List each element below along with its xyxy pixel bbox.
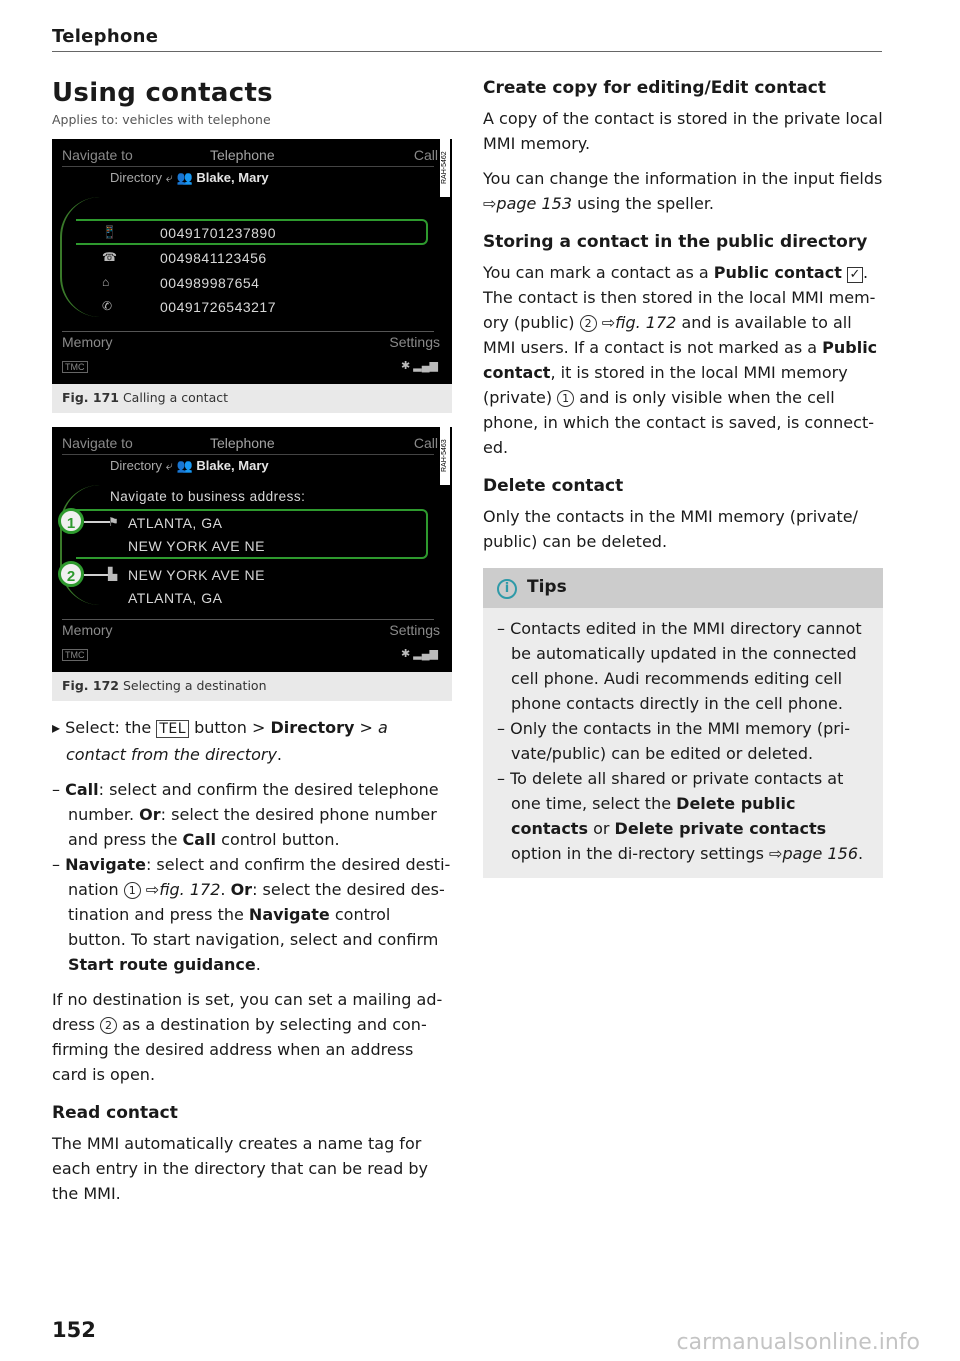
address-heading: Navigate to business address: xyxy=(110,489,306,504)
number-row: 00491701237890 xyxy=(160,225,277,241)
settings-label: Settings xyxy=(389,622,440,638)
instruction-step: ▸ Select: the TEL button > Directory > a contact from the directory. xyxy=(52,718,388,764)
left-column xyxy=(52,70,452,1206)
tips-list xyxy=(483,608,883,866)
page-title: Using contacts xyxy=(52,78,273,108)
nav-label: Navigate to xyxy=(62,435,133,451)
fig-link[interactable]: fig. 172 xyxy=(159,880,221,899)
address-1-line-1: ATLANTA, GA xyxy=(128,515,223,531)
memory-label: Memory xyxy=(62,334,113,350)
phone-work-icon: ☎ xyxy=(102,250,117,264)
paragraph: The MMI automatically creates a name tag for each entry in the directory that can be read by the MMI. xyxy=(52,1134,428,1203)
mmi-screen-171 xyxy=(52,139,452,384)
arrow-ref-icon: ⇨ xyxy=(769,844,783,863)
contact-icon: 👥 xyxy=(176,170,193,185)
section-heading: Read contact xyxy=(52,1103,178,1123)
paragraph: You can mark a contact as a Public contact ✓ . The contact is then stored in the local MMI mem-ory (public) 2 ⇨fig. 172 and is available to all MMI users. If a contact is not marked as a Public contact, it is stored in the local MMI memory (private) 1 and is only visible when the cell phone, in which the contact is saved, is connect-ed. xyxy=(483,263,878,457)
directory-breadcrumb: Directory ⤶ 👥 Blake, Mary xyxy=(110,458,269,473)
signal-icon: ✱ ▂▄▆ xyxy=(401,648,438,660)
info-icon: i xyxy=(497,579,517,599)
phone-mobile-icon: 📱 xyxy=(102,225,117,239)
figure-171 xyxy=(52,139,452,413)
list-item: – Call: select and confirm the desired telephone number. Or: select the desired phone number and press the Call control button. xyxy=(52,780,439,849)
section-title: Telephone xyxy=(52,26,159,47)
directory-breadcrumb: Directory ⤶ 👥 Blake, Mary xyxy=(110,170,269,185)
signal-icon: ✱ ▂▄▆ xyxy=(401,360,438,372)
call-label: Call xyxy=(413,147,438,163)
callout-1: 1 xyxy=(58,508,84,534)
arrow-ref-icon: ⇨ xyxy=(145,880,160,899)
watermark: carmanualsonline.info xyxy=(676,1330,920,1355)
section-heading: Create copy for editing/Edit contact xyxy=(483,78,827,98)
address-2-line-1: NEW YORK AVE NE xyxy=(128,567,265,583)
page-header xyxy=(52,26,882,52)
section-heading: Delete contact xyxy=(483,476,624,496)
figure-code: RAH-5462 xyxy=(440,139,450,197)
tel-key: TEL xyxy=(156,720,189,738)
number-row: 00491726543217 xyxy=(160,299,277,315)
applies-note: Applies to: vehicles with telephone xyxy=(52,112,271,127)
page-link[interactable]: page 156 xyxy=(782,844,859,863)
arrow-ref-icon: ⇨ xyxy=(601,313,616,332)
number-row: 004989987654 xyxy=(160,275,260,291)
address-1-line-2: NEW YORK AVE NE xyxy=(128,538,265,554)
action-list xyxy=(52,777,452,977)
checkbox-icon: ✓ xyxy=(847,267,863,283)
section-heading: Storing a contact in the public directory xyxy=(483,232,868,252)
tmc-label: TMC xyxy=(62,649,88,661)
mmi-screen-172 xyxy=(52,427,452,672)
right-column xyxy=(483,70,883,878)
contact-name: Blake, Mary xyxy=(196,458,269,473)
paragraph: A copy of the contact is stored in the private local MMI memory. xyxy=(483,109,883,153)
list-item: – Contacts edited in the MMI directory cannot be automatically updated in the connected cell phone. Audi recommends editing cell phone contacts directly in the cell phone. xyxy=(497,619,862,713)
paragraph: If no destination is set, you can set a mailing ad-dress 2 as a destination by selecting and con-firming the desired address when an address card is open. xyxy=(52,990,443,1084)
screen-title: Telephone xyxy=(210,435,275,451)
step-arrow-icon: ▸ xyxy=(52,718,61,737)
nav-label: Navigate to xyxy=(62,147,133,163)
paragraph: You can change the information in the input fields ⇨page 153 using the speller. xyxy=(483,169,883,213)
phone-home-icon: ⌂ xyxy=(102,275,110,289)
figure-code: RAH-5463 xyxy=(440,427,450,485)
arrow-ref-icon: ⇨ xyxy=(483,194,497,213)
list-item: – Navigate: select and confirm the desired desti-nation 1 ⇨fig. 172. Or: select the desired des-tination and press the Navigate control button. To start navigation, select and confirm Start route guidance. xyxy=(52,855,451,974)
page-number: 152 xyxy=(52,1318,96,1342)
list-item: – To delete all shared or private contacts at one time, select the Delete public contacts or Delete private contacts option in the di-rectory settings ⇨page 156. xyxy=(497,769,864,863)
contact-icon: 👥 xyxy=(176,458,193,473)
tips-header: i Tips xyxy=(483,568,883,608)
screen-title: Telephone xyxy=(210,147,275,163)
number-row: 0049841123456 xyxy=(160,250,267,266)
phone-other-icon: ✆ xyxy=(102,299,113,313)
memory-label: Memory xyxy=(62,622,113,638)
fig-link[interactable]: fig. 172 xyxy=(615,313,677,332)
figure-172 xyxy=(52,427,452,701)
flag-icon: ⚑ xyxy=(108,515,119,529)
figure-caption: Fig. 171 Calling a contact xyxy=(62,390,229,405)
callout-2: 2 xyxy=(58,561,84,587)
tips-box xyxy=(483,568,883,878)
list-item: – Only the contacts in the MMI memory (pri-vate/public) can be edited or deleted. xyxy=(497,719,851,763)
call-label: Call xyxy=(413,435,438,451)
contact-name: Blake, Mary xyxy=(196,170,269,185)
figure-caption: Fig. 172 Selecting a destination xyxy=(62,678,267,693)
tmc-label: TMC xyxy=(62,361,88,373)
paragraph: Only the contacts in the MMI memory (private/ public) can be deleted. xyxy=(483,507,858,551)
address-2-line-2: ATLANTA, GA xyxy=(128,590,223,606)
settings-label: Settings xyxy=(389,334,440,350)
building-icon: ▙ xyxy=(108,567,118,581)
page-link[interactable]: page 153 xyxy=(496,194,572,213)
